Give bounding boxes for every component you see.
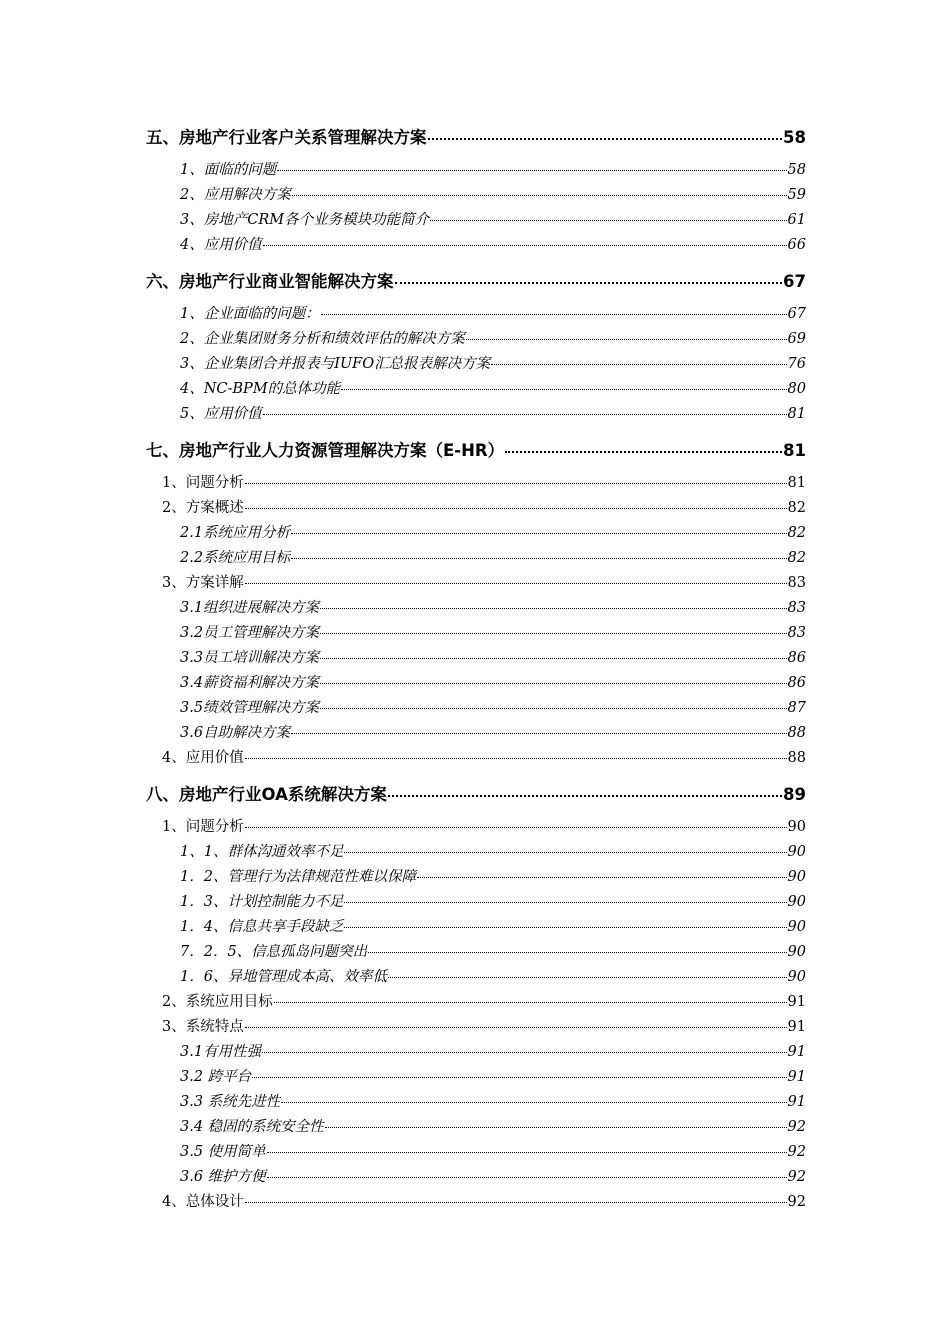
toc-entry[interactable]: [146, 521, 806, 546]
toc-page-number: 89: [783, 785, 806, 804]
toc-entry-title: 2、应用解决方案: [180, 187, 291, 203]
dot-leader: [388, 977, 787, 978]
toc-page-number: 61: [787, 212, 806, 228]
toc-page-number: 91: [787, 1094, 806, 1110]
toc-entry[interactable]: [146, 158, 806, 183]
toc-entry[interactable]: [146, 208, 806, 233]
toc-section-heading[interactable]: [146, 126, 806, 150]
toc-page-number: 91: [787, 1069, 806, 1085]
toc-entry-title: 1．3、计划控制能力不足: [180, 894, 344, 910]
dot-leader: [320, 683, 786, 684]
toc-page-number: 87: [787, 700, 806, 716]
dot-leader: [344, 852, 786, 853]
toc-page-number: 58: [787, 162, 806, 178]
toc-entry[interactable]: [146, 1065, 806, 1090]
toc-entry[interactable]: [146, 696, 806, 721]
dot-leader: [430, 220, 786, 221]
toc-page-number: 67: [783, 272, 806, 291]
toc-entry-title: 2.2系统应用目标: [180, 550, 291, 566]
toc-page-number: 90: [787, 819, 806, 835]
toc-entry-title: 1、1、群体沟通效率不足: [180, 844, 344, 860]
toc-entry-title: 3.1组织进展解决方案: [180, 600, 320, 616]
toc-page-number: 90: [787, 919, 806, 935]
dot-leader: [292, 195, 787, 196]
toc-page-number: 92: [787, 1144, 806, 1160]
dot-leader: [291, 533, 786, 534]
toc-entry[interactable]: [146, 671, 806, 696]
dot-leader: [321, 314, 787, 315]
toc-entry-title: 2、企业集团财务分析和绩效评估的解决方案: [180, 331, 465, 347]
dot-leader: [320, 658, 786, 659]
toc-section-heading[interactable]: [146, 783, 806, 807]
toc-entry[interactable]: [146, 1190, 806, 1215]
toc-entry[interactable]: [146, 815, 806, 840]
toc-page-number: 91: [787, 1019, 806, 1035]
toc-page-number: 83: [787, 600, 806, 616]
toc-entry[interactable]: [146, 890, 806, 915]
dot-leader: [245, 758, 787, 759]
toc-entry[interactable]: [146, 596, 806, 621]
dot-leader: [277, 170, 786, 171]
toc-entry-title: 1．4、信息共享手段缺乏: [180, 919, 344, 935]
toc-page-number: 67: [787, 306, 806, 322]
toc-entry-title: 3.3 系统先进性: [180, 1094, 281, 1110]
toc-page-number: 92: [787, 1169, 806, 1185]
toc-page-number: 66: [787, 237, 806, 253]
toc-section-title: 七、房地产行业人力资源管理解决方案（E-HR）: [146, 441, 505, 460]
toc-page-number: 91: [787, 1044, 806, 1060]
dot-leader: [417, 877, 787, 878]
toc-entry-title: 2.1系统应用分析: [180, 525, 291, 541]
dot-leader: [245, 1027, 787, 1028]
toc-page-number: 80: [787, 381, 806, 397]
toc-section-title: 八、房地产行业OA系统解决方案: [146, 785, 387, 804]
toc-page-number: 69: [787, 331, 806, 347]
toc-entry-title: 3.4 稳固的系统安全性: [180, 1119, 324, 1135]
toc-entry[interactable]: [146, 965, 806, 990]
toc-page-number: 86: [787, 675, 806, 691]
dot-leader: [252, 1077, 786, 1078]
toc-entry-title: 4、应用价值: [162, 750, 244, 766]
dot-leader: [267, 1152, 787, 1153]
toc-page-number: 82: [787, 525, 806, 541]
dot-leader: [428, 138, 783, 140]
toc-page-number: 90: [787, 969, 806, 985]
toc-entry-title: 3.5 使用简单: [180, 1144, 266, 1160]
toc-entry-title: 1、面临的问题: [180, 162, 277, 178]
dot-leader: [262, 1052, 786, 1053]
toc-entry-title: 5、应用价值: [180, 406, 262, 422]
toc-entry[interactable]: [146, 1140, 806, 1165]
toc-entry[interactable]: [146, 746, 806, 771]
toc-page-number: 90: [787, 844, 806, 860]
dot-leader: [291, 558, 786, 559]
dot-leader: [341, 389, 786, 390]
toc-entry-title: 1、问题分析: [162, 819, 244, 835]
toc-entry[interactable]: [146, 1115, 806, 1140]
dot-leader: [344, 927, 786, 928]
dot-leader: [388, 795, 782, 797]
table-of-contents: [146, 126, 806, 1215]
toc-entry[interactable]: [146, 940, 806, 965]
toc-entry[interactable]: [146, 496, 806, 521]
toc-entry[interactable]: [146, 1040, 806, 1065]
toc-page-number: 81: [787, 475, 806, 491]
dot-leader: [263, 245, 787, 246]
toc-entry[interactable]: [146, 1015, 806, 1040]
dot-leader: [281, 1102, 786, 1103]
toc-entry[interactable]: [146, 352, 806, 377]
toc-entry-title: 3、企业集团合并报表与IUFO汇总报表解决方案: [180, 356, 491, 372]
toc-section-title: 六、房地产行业商业智能解决方案: [146, 272, 394, 291]
toc-entry-title: 3、系统特点: [162, 1019, 244, 1035]
toc-entry[interactable]: [146, 571, 806, 596]
dot-leader: [245, 483, 787, 484]
toc-entry-title: 3.4薪资福利解决方案: [180, 675, 320, 691]
toc-page-number: 86: [787, 650, 806, 666]
dot-leader: [325, 1127, 787, 1128]
toc-entry[interactable]: [146, 471, 806, 496]
dot-leader: [245, 1202, 787, 1203]
toc-entry[interactable]: [146, 233, 806, 258]
toc-entry[interactable]: [146, 721, 806, 746]
dot-leader: [245, 827, 787, 828]
dot-leader: [368, 952, 786, 953]
toc-entry-title: 2、方案概述: [162, 500, 244, 516]
dot-leader: [291, 733, 786, 734]
toc-entry[interactable]: [146, 865, 806, 890]
toc-entry-title: 4、总体设计: [162, 1194, 244, 1210]
toc-entry-title: 7．2．5、信息孤岛问题突出: [180, 944, 368, 960]
toc-entry[interactable]: [146, 990, 806, 1015]
toc-entry[interactable]: [146, 1090, 806, 1115]
toc-entry-title: 4、应用价值: [180, 237, 262, 253]
dot-leader: [263, 414, 787, 415]
toc-page-number: 88: [787, 750, 806, 766]
dot-leader: [245, 508, 787, 509]
toc-page-number: 82: [787, 550, 806, 566]
toc-page-number: 58: [783, 128, 806, 147]
toc-page-number: 92: [787, 1194, 806, 1210]
toc-entry-title: 3.2 跨平台: [180, 1069, 252, 1085]
toc-entry-title: 1、企业面临的问题：: [180, 306, 320, 322]
toc-entry-title: 3.3员工培训解决方案: [180, 650, 320, 666]
toc-entry-title: 2、系统应用目标: [162, 994, 273, 1010]
toc-page-number: 81: [787, 406, 806, 422]
toc-page-number: 81: [783, 441, 806, 460]
toc-entry-title: 1．2、管理行为法律规范性难以保障: [180, 869, 416, 885]
toc-entry[interactable]: [146, 183, 806, 208]
toc-entry-title: 3.6 维护方便: [180, 1169, 266, 1185]
toc-page-number: 76: [787, 356, 806, 372]
toc-entry[interactable]: [146, 377, 806, 402]
toc-entry-title: 3.2员工管理解决方案: [180, 625, 320, 641]
dot-leader: [344, 902, 786, 903]
toc-section-title: 五、房地产行业客户关系管理解决方案: [146, 128, 427, 147]
toc-page-number: 59: [787, 187, 806, 203]
dot-leader: [320, 608, 786, 609]
toc-entry[interactable]: [146, 840, 806, 865]
toc-entry[interactable]: [146, 546, 806, 571]
toc-page-number: 90: [787, 944, 806, 960]
toc-page-number: 83: [787, 575, 806, 591]
toc-page-number: 91: [787, 994, 806, 1010]
toc-entry-title: 3、方案详解: [162, 575, 244, 591]
dot-leader: [505, 451, 782, 453]
toc-entry[interactable]: [146, 302, 806, 327]
toc-entry-title: 3.6自助解决方案: [180, 725, 291, 741]
toc-page-number: 90: [787, 869, 806, 885]
dot-leader: [491, 364, 786, 365]
dot-leader: [320, 708, 786, 709]
dot-leader: [245, 583, 787, 584]
toc-page-number: 82: [787, 500, 806, 516]
toc-entry[interactable]: [146, 327, 806, 352]
toc-entry-title: 4、NC-BPM的总体功能: [180, 381, 341, 397]
dot-leader: [466, 339, 787, 340]
toc-entry-title: 3、房地产CRM各个业务模块功能简介: [180, 212, 430, 228]
toc-entry-title: 3.5绩效管理解决方案: [180, 700, 320, 716]
toc-section-heading[interactable]: [146, 439, 806, 463]
toc-entry-title: 1、问题分析: [162, 475, 244, 491]
toc-page-number: 90: [787, 894, 806, 910]
toc-entry[interactable]: [146, 646, 806, 671]
toc-entry[interactable]: [146, 621, 806, 646]
dot-leader: [395, 282, 783, 284]
toc-page-number: 83: [787, 625, 806, 641]
dot-leader: [274, 1002, 787, 1003]
toc-section-heading[interactable]: [146, 270, 806, 294]
toc-entry[interactable]: [146, 402, 806, 427]
toc-page-number: 92: [787, 1119, 806, 1135]
dot-leader: [320, 633, 786, 634]
toc-entry[interactable]: [146, 1165, 806, 1190]
toc-entry-title: 3.1有用性强: [180, 1044, 262, 1060]
toc-entry-title: 1．6、异地管理成本高、效率低: [180, 969, 387, 985]
toc-entry[interactable]: [146, 915, 806, 940]
toc-page-number: 88: [787, 725, 806, 741]
dot-leader: [267, 1177, 787, 1178]
